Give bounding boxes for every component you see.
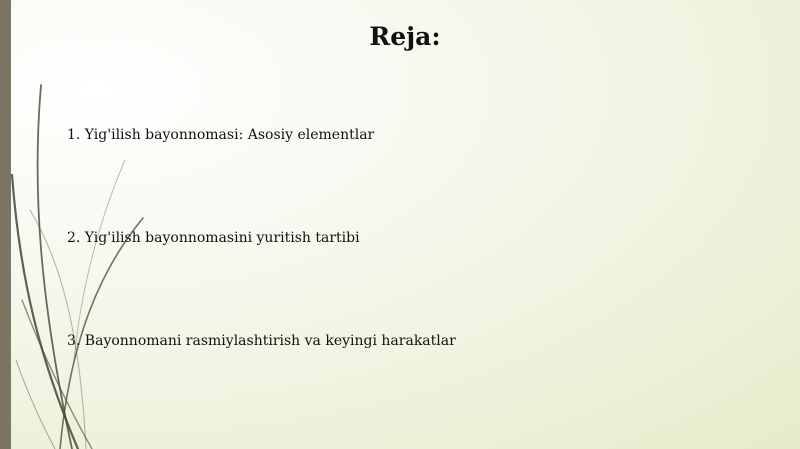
grass-decoration [0, 0, 200, 449]
agenda-item-1: 1. Yig'ilish bayonnomasi: Asosiy elementlar [67, 127, 375, 143]
agenda-item-2: 2. Yig'ilish bayonnomasini yuritish tartibi [67, 230, 360, 246]
agenda-item-3: 3. Bayonnomani rasmiylashtirish va keyingi harakatlar [67, 333, 456, 349]
slide-title: Reja: [369, 22, 441, 51]
